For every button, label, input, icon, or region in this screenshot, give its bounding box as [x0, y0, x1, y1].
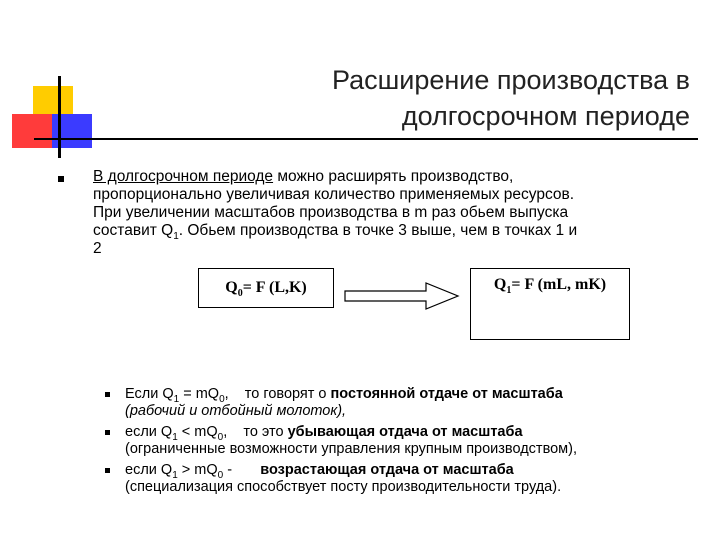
list-item [125, 424, 685, 457]
item-text: если Q [125, 462, 173, 478]
item-text: < mQ [177, 424, 218, 440]
list-bullet-icon [105, 468, 110, 473]
title-line-2: долгосрочном периоде [401, 101, 690, 131]
intro-paragraph [93, 168, 673, 258]
decor-red-square [12, 114, 52, 148]
formula0-sub: 0 [237, 288, 243, 300]
item-bold: возрастающая отдача от масштаба [260, 462, 514, 478]
item-bold: убывающая отдача от масштаба [287, 424, 523, 440]
formula1-q: Q [493, 276, 507, 293]
item-line-2: (ограниченные возможности управления крупным производством), [125, 440, 577, 457]
intro-line-4b: . Обьем производства в точке 3 выше, чем в точках 1 и [178, 222, 578, 239]
formula0-rest: = F (L,K) [242, 279, 307, 296]
formula-box-q0 [198, 268, 334, 308]
bullet-square-icon [58, 176, 64, 182]
item-text: , то говорят о [224, 386, 331, 402]
intro-line-4-sub: 1 [173, 231, 179, 243]
intro-line-1: можно расширять производство, [273, 168, 514, 185]
item-text: - [223, 462, 261, 478]
item-text: > mQ [177, 462, 218, 478]
item-sub: 1 [172, 469, 178, 481]
list-item [125, 386, 685, 419]
slide-title [332, 62, 690, 134]
item-sub: 1 [172, 431, 178, 443]
item-line-2: (рабочий и отбойный молоток), [125, 402, 347, 419]
list-bullet-icon [105, 430, 110, 435]
intro-line-5: 2 [93, 240, 102, 257]
title-divider [34, 138, 698, 140]
right-arrow-icon [344, 282, 460, 310]
intro-line-2: пропорционально увеличивая количество применяемых ресурсов. [93, 186, 575, 203]
formula0-q: Q [225, 279, 238, 296]
item-line-2: (специализация способствует посту производительности труда). [125, 478, 562, 495]
intro-line-4a: составит Q [93, 222, 174, 239]
list-item [125, 462, 685, 495]
item-text: = mQ [179, 386, 220, 402]
item-sub: 0 [217, 469, 224, 481]
item-sub: 0 [217, 431, 224, 443]
formula-box-q1 [470, 268, 630, 340]
item-sub: 1 [173, 393, 180, 405]
title-line-1: Расширение производства в [331, 65, 690, 95]
decor-vertical-line [58, 76, 61, 158]
item-text: , то это [223, 424, 288, 440]
item-text: если Q [125, 424, 173, 440]
list-bullet-icon [105, 392, 110, 397]
item-text: Если Q [125, 386, 174, 402]
item-bold: постоянной отдаче от масштаба [330, 386, 563, 402]
intro-line-3: При увеличении масштабов производства в m раз обьем выпуска [93, 204, 569, 221]
formula1-sub: 1 [506, 285, 512, 297]
intro-underlined: В долгосрочном периоде [93, 168, 274, 185]
item-sub: 0 [219, 393, 225, 405]
formula1-rest: = F (mL, mK) [511, 276, 607, 293]
